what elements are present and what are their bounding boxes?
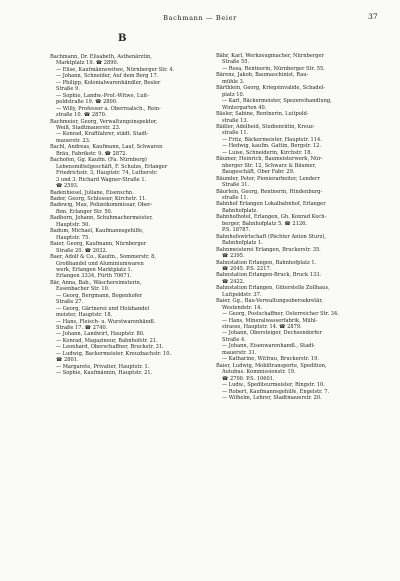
directory-line: — Johann, Schneider, Auf dem Berg 17. — [56, 73, 159, 80]
directory-line: Badenhiesel, Juliane, Eisenschn. — [50, 189, 134, 196]
directory-line: — Robert, Kaufmannsgehilfe, Engelstr. 7. — [222, 388, 330, 395]
directory-line: Straße 9. — [56, 86, 80, 93]
directory-line: Baier, Georg, Kaufmann, Nürnberger — [50, 241, 147, 248]
directory-line: — Leonhard, Oberschaffner, Bruckstr. 31. — [56, 344, 164, 351]
directory-line: Straße 31. — [222, 182, 250, 189]
directory-line: — Elise, Kaufmännswitwe, Nürnberger Str. 4. — [56, 66, 175, 73]
directory-line: Bachl, Andreas, Kaufmann, Lauf, Schwaren — [50, 144, 163, 151]
directory-line: Baier, Ludwig, Mobiltransporte, Spedition, — [216, 362, 327, 369]
directory-line: Badum, Michael, Kaufmannsgehilfe, — [50, 228, 144, 235]
directory-line: Baier, Gg., Bau-Verwaltungsobersekretär, — [216, 298, 323, 305]
directory-line: Straße 27. — [56, 299, 84, 306]
directory-line: ☎ 2395. — [222, 253, 245, 260]
directory-line: Marktplatz 19. ☎ 2890. — [56, 60, 119, 67]
directory-line: Bäßler, Adelheid, Studienrätin, Kreuz- — [216, 123, 315, 130]
directory-line: Erlangen 3334, Fürth 70671. — [56, 273, 132, 280]
directory-line: Bahnstation Erlangen, Bahnhofplatz 1. — [216, 259, 317, 266]
directory-line: berger, Bahnhofplatz 5. ☎ 2126. — [222, 220, 307, 227]
directory-line: — Sophie, Kaufmännin, Hauptstr. 21. — [56, 370, 153, 377]
directory-line: Straße 20. ☎ 2032. — [56, 247, 108, 254]
directory-line: Bahnhofplatz 1. — [222, 240, 263, 247]
directory-line: Hauptstr. 50. — [56, 221, 90, 228]
directory-line: ☎ 2045. P.S. 2217. — [222, 265, 272, 272]
directory-line: 3 und 3. Richard Wagner-Straße 1. — [56, 176, 147, 183]
directory-line: Straße 4. — [222, 336, 246, 343]
directory-line: ☎ 2700. P.S. 10601. — [222, 375, 275, 382]
directory-line: Bahnstation Erlangen-Bruck, Bruck 133. — [216, 272, 322, 279]
directory-line: — Johann, Obersteiger, Dechsendorfer — [222, 330, 322, 337]
directory-line: Weiß, Stadtmauerstr. 23. — [56, 124, 121, 131]
left-column — [50, 54, 199, 377]
directory-line: Bahnhof Erlangen Lokalbahnhof, Erlanger — [216, 201, 326, 208]
directory-line: mauerstr. 31. — [222, 349, 257, 356]
directory-line: Bäurlein, Georg, Rentnerin, Hindenburg- — [216, 188, 323, 195]
right-column — [216, 53, 365, 401]
directory-line: meister, Hauptstr. 18. — [56, 312, 113, 319]
directory-line: — Hans, Fleisch- u. Wurstwarenhändl. — [56, 318, 156, 325]
directory-line: strasse, Hauptstr. 14. ☎ 2879. — [222, 324, 302, 331]
directory-line: — Katharine, Witfrau, Bruckerstr. 19. — [222, 356, 319, 363]
directory-line: Bär, Anna, Bab., Wäschereimsterin, — [50, 279, 142, 286]
directory-line: — Margarete, Privatier, Hauptstr. 1. — [56, 363, 150, 370]
directory-line: ☎ 2593. — [56, 183, 79, 190]
directory-line: — Luise, Schneiderin, Kirchstr. 18. — [222, 149, 313, 156]
directory-line: — Willy, Professor a. Oberrealsch., Rein- — [56, 105, 161, 112]
directory-line: Bahnhofhotel, Erlangen, Gh. Konrad Koch- — [216, 214, 327, 221]
directory-line: Bärthlein, Georg, Kriegsinvalide, Schadel- — [216, 85, 326, 92]
section-letter: B — [118, 33, 127, 44]
directory-line: Friedrichstr. 3, Hauptstr. 74, Lutherstr. — [56, 170, 158, 177]
page-number: 37 — [368, 12, 378, 21]
directory-line: Baugeschäft, Ober Fabr. 29. — [222, 169, 295, 176]
directory-line: straße 13. — [222, 117, 249, 124]
directory-line: Wintergarten 40. — [222, 104, 267, 111]
directory-line: nberger Str. 12, Schwarz & Bäumer, — [222, 162, 316, 169]
directory-line: Straße 55. — [222, 59, 250, 66]
directory-line: Badhorn, Johann, Schuhmachermeister, — [50, 215, 153, 222]
directory-line: — Georg, Bergmann, Bogenhofer — [56, 292, 142, 299]
directory-line: — Sophie, Landw.-Prof.-Witwe, Luit- — [56, 92, 149, 99]
directory-line: mauerstr. 23. — [56, 137, 91, 144]
directory-line: — Karl, Bäckermeister, Spezereihandlung, — [222, 98, 332, 105]
running-head: Bachmann — Beier — [163, 14, 237, 22]
directory-line: Bärenz, Jakob, Baumaschinist, Rau- — [216, 72, 309, 79]
directory-line: — Philipp, Kolonialwarenhändler, Bosler — [56, 79, 161, 86]
directory-line: Bachofen, Gg. Kaufm. (Fa. Nürnberg) — [50, 157, 147, 164]
directory-line: Bachmeier, Georg, Verwaltungsinspektor, — [50, 118, 158, 125]
directory-line: — Ludwig, Backermeister, Kreuzbachstr. 10. — [56, 350, 172, 357]
directory-line: Bahnmeisterei Erlangen, Bruckerstr. 35. — [216, 246, 321, 253]
directory-line: — Johann, Eisenwarenhandl., Stadt- — [222, 343, 316, 350]
directory-line: fhm. Erlanger Str. 50. — [56, 208, 113, 215]
directory-line: Baer, Adolf & Co., Kaufm., Sommerstr. 8, — [50, 254, 156, 261]
directory-line: — Hedwig, kaufm. Gattin, Bergstr. 12. — [222, 143, 321, 150]
directory-line: Hauptstr. 75. — [56, 234, 90, 241]
directory-line: — Georg, Postschaffner, Österreicher Str. 34. — [222, 311, 339, 318]
directory-line: Großhandel und Aluminiumwaren — [56, 260, 144, 267]
directory-line: Bahnhofplatz. — [222, 207, 258, 214]
directory-line: Bäsler, Sabine, Rentnerin, Luitpold- — [216, 111, 309, 118]
directory-line: Westendstr. 14. — [222, 304, 262, 311]
directory-line: — Hans, Mineralwasserfabrik, Mühl- — [222, 317, 318, 324]
directory-line: Autobus. Kommissionstr. 19. — [222, 369, 296, 376]
directory-line: Essenbacher Str. 10. — [56, 286, 110, 293]
directory-line: Lebensmittelgeschäft, F. Schulze, Erlanger — [56, 163, 168, 170]
directory-line: ☎ 2422. — [222, 278, 245, 285]
directory-line: Bahnstation Erlangen, Güterstelle Zollhaus, — [216, 285, 330, 292]
directory-line: Badewig, Max, Polizeikommissar, Ober- — [50, 202, 153, 209]
directory-line: Bäumler, Peter, Pionierarbeiter, Lenderr — [216, 175, 320, 182]
directory-line: platz 10. — [222, 91, 245, 98]
directory-line: Bahnhofswirtschaft (Pächter Anton Sturz), — [216, 233, 326, 240]
directory-line: — Konrad, Magazineur, Bahnhofstr. 21. — [56, 337, 158, 344]
directory-line: P.S. 18787. — [222, 227, 251, 234]
directory-line: werk, Erlangen Marktplatz 1. — [56, 266, 133, 273]
directory-line: Luitpoldstr. 37. — [222, 291, 262, 298]
directory-line: Bader, Georg, Schlosser, Kirchstr. 11. — [50, 195, 147, 202]
directory-line: — Konrad, Kraftfahrer, städt. Stadt- — [56, 131, 149, 138]
directory-line: — Fritz, Bäckermeister, Hauptstr. 114. — [222, 136, 322, 143]
directory-line: straße 11. — [222, 130, 249, 137]
directory-line: — Ludw., Spediteurmeister, Ringstr. 10. — [222, 382, 325, 389]
directory-line: — Johann, Landwirt, Hauptstr. 80. — [56, 331, 145, 338]
directory-line: — Rosa, Rentnerin, Nürnberger Str. 55. — [222, 65, 325, 72]
directory-line: Bachmann, Dr. Elisabeth, Ästhenärztin, — [50, 54, 152, 60]
directory-line: — Georg, Gärtnerei und Holzhandel — [56, 305, 150, 312]
directory-line: Bräu, Fabrikstr. 9. ☎ 2872. — [56, 150, 128, 157]
directory-line: straße 11. — [222, 194, 249, 201]
directory-line: ☎ 2801. — [56, 357, 79, 364]
directory-line: straße 10. ☎ 2870. — [56, 112, 107, 119]
directory-line: Bäumer, Heinrich, Baumeisterwerk, Nür- — [216, 156, 323, 163]
directory-line: Straße 17. ☎ 2740. — [56, 325, 108, 332]
directory-line: — Wilhelm, Lehrer, Stadtmauerstr. 20. — [222, 395, 322, 402]
directory-line: mühle 3. — [222, 78, 245, 85]
directory-line: poldstraße 19. ☎ 2800. — [56, 99, 118, 106]
directory-line: Bähr, Karl, Werkzeugmacher, Nürnberger — [216, 53, 324, 59]
